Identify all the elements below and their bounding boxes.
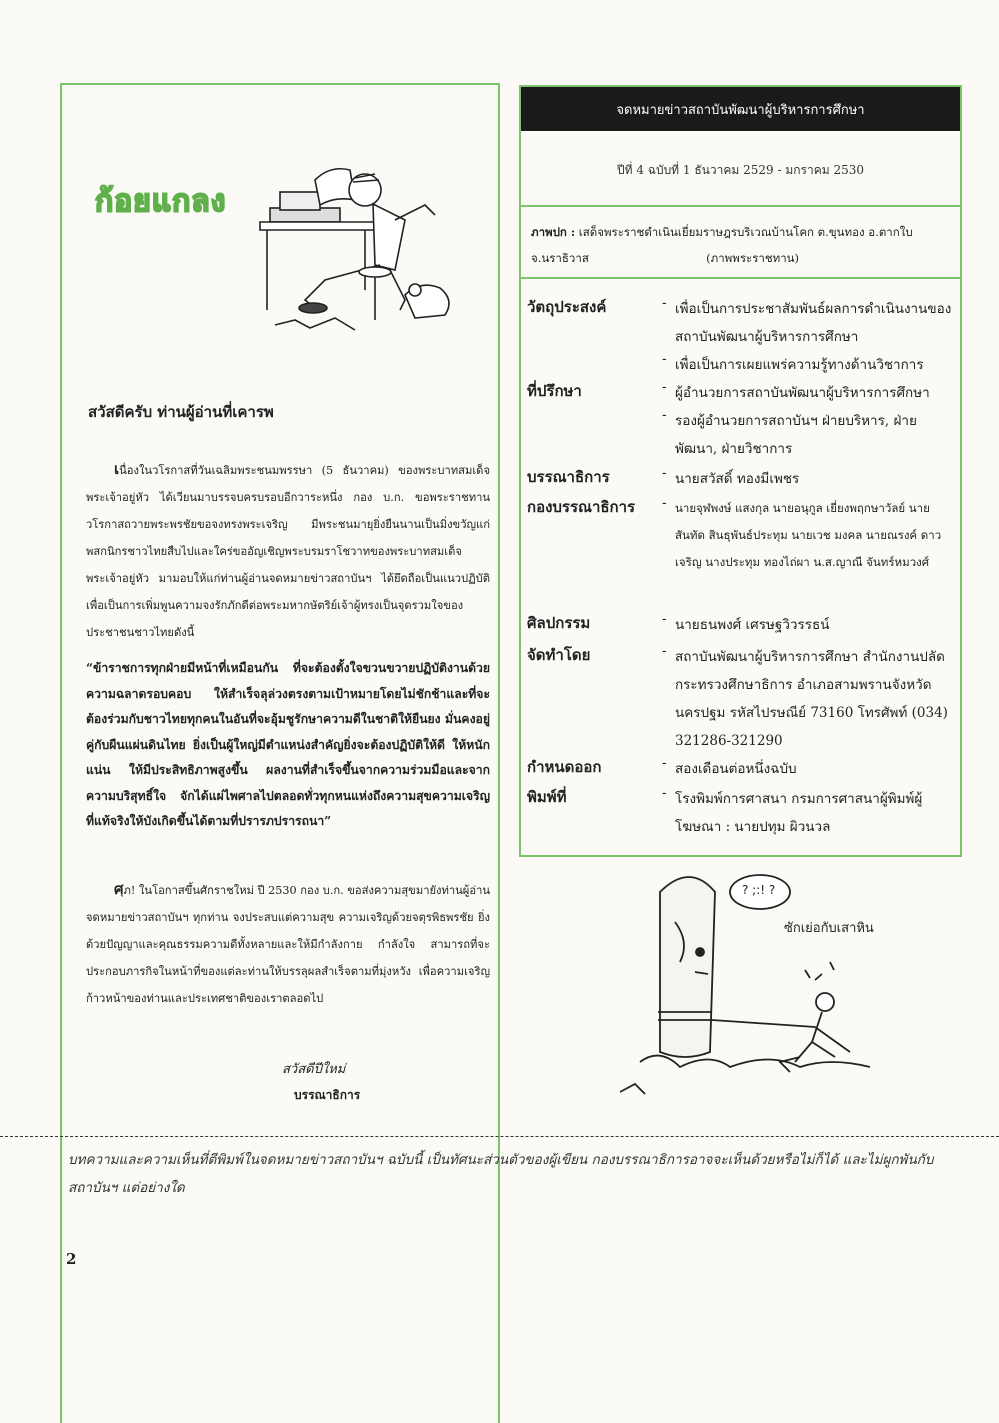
cover-line2a: จ.นราธิวาส bbox=[531, 251, 589, 265]
cover-line2b: (ภาพพระราชทาน) bbox=[706, 251, 800, 265]
writer-illustration bbox=[255, 160, 470, 335]
disclaimer: บทความและความเห็นที่ตีพิมพ์ในจดหมายข่าวสถาบันฯ ฉบับนี้ เป็นทัศนะส่วนตัวของผู้เขียน กองบรรณาธิการอาจจะเห็นด้วยหรือไม่ก็ได้ และไม่ผูกพันกับสถาบันฯ แต่อย่างใด bbox=[68, 1152, 934, 1196]
cartoon-caption: ซักเย่อกับเสาหิน bbox=[784, 921, 874, 936]
signoff-greeting: สวัสดีปีใหม่ bbox=[282, 1062, 346, 1077]
intro-text: นื่องในวโรกาสที่วันเฉลิมพระชนมพรรษา (5 ธันวาคม) ของพระบาทสมเด็จพระเจ้าอยู่หัว ได้เวียนมาบรรจบครบรอบอีกวาระหนึ่ง กอง บ.ก. ขอพระราชทานวโรกาสถวายพระพรชัยขอจงทรงพระเจริญ มีพระชนมายุยิ่งยืนนานเป็นมิ่งขวัญแก่พสกนิกรชาวไทยสืบไปและใคร่ขออัญเชิญพระบรมราโชวาทของพระบาทสมเด็จพระเจ้าอยู่หัว มามอบให้แก่ท่านผู้อ่านจดหมายข่าวสถาบันฯ ได้ยึดถือเป็นแนวปฏิบัติ เพื่อเป็นการเพิ่มพูนความจงรักภักดีต่อพระมหากษัตริย์เจ้าผู้ทรงเป็นจุดรวมใจของประชาชนชาวไทยดังนี้ bbox=[86, 464, 490, 639]
intro-paragraph bbox=[86, 456, 490, 646]
footer-divider bbox=[0, 1136, 999, 1137]
page-number: 2 bbox=[66, 1250, 77, 1268]
masthead-box: จดหมายข่าวสถาบันพัฒนาผู้บริหารการศึกษา ปีที่ 4 ฉบับที่ 1 ธันวาคม 2529 - มกราคม 2530 ภาพปก : เสด็จพระราชดำเนินเยี่ยมราษฎรบริเวณบ้านโคก ต.ขุนทอง อ.ตากใบ จ.นราธิวาส (ภาพพระราชทาน) วัตถุประสงค์ - เพื่อเป็นการประชาสัมพันธ์ผลการดำเนินงานของสถาบันพัฒนาผู้บริหารการศึกษา - เพื่อเป็นการเผยแพร่ความรู้ทางด้านวิชาการ ที่ปรึกษา - ผู้อำนวยการสถาบันพัฒนาผู้บริหารการศึกษา - รองผู้อำนวยการสถาบันฯ ฝ่ายบริหาร, ฝ่ายพัฒนา, ฝ่ายวิชาการ บรรณาธิการ - นายสวัสดิ์ ทองมีเพชร กองบรรณาธิการ - นายจุฬพงษ์ แสงกุล นายอนุกูล เยี่ยงพฤกษาวัลย์ นายสันทัด สินธุพันธ์ประทุม นายเวช มงคล นายณรงค์ ดาวเจริญ นางประทุม ทองไถ่ผา น.ส.ญาณี จันทร์หมวงศ์ ศิลปกรรม - นายธนพงศ์ เศรษฐวิวรรธน์ จัดทำโดย - สถาบันพัฒนาผู้บริหารการศึกษา สำนักงานปลัดกระทรวงศึกษาธิการ อำเภอสามพรานจังหวัดนครปฐม รหัสไปรษณีย์ 73160 โทรศัพท์ (034) 321286-321290 กำหนดออก - สองเดือนต่อหนึ่งฉบับ พิมพ์ที่ - โรงพิมพ์การศาสนา กรมการศาสนาผู้พิมพ์ผู้โฆษณา : นายปทุม ผิวนวล bbox=[519, 85, 962, 857]
new-year-paragraph bbox=[86, 876, 490, 1012]
cover-line1: เสด็จพระราชดำเนินเยี่ยมราษฎรบริเวณบ้านโคก ต.ขุนทอง อ.ตากใบ bbox=[578, 225, 913, 239]
masthead-banner: จดหมายข่าวสถาบันพัฒนาผู้บริหารการศึกษา bbox=[521, 87, 960, 131]
cover-caption bbox=[531, 219, 951, 271]
new-year-text: ุภ! ในโอกาสขึ้นศักราชใหม่ ปี 2530 กอง บ.ก. ขอส่งความสุขมายังท่านผู้อ่านจดหมายข่าวสถาบันฯ ทุกท่าน จงประสบแต่ความสุข ความเจริญด้วยจตุรพิธพรชัย ยิ่งด้วยปัญญาและคุณธรรมความดีทั้งหลายและให้มีกำลังกาย กำลังใจ สามารถที่จะประกอบภารกิจในหน้าที่ของแต่ละท่านให้บรรลุผลสำเร็จตามที่มุ่งหวัง เพื่อความเจริญก้าวหน้าของท่านและประเทศชาติของเราตลอดไป bbox=[86, 884, 490, 1005]
divider bbox=[521, 205, 960, 207]
greeting-heading: สวัสดีครับ ท่านผู้อ่านที่เคารพ bbox=[88, 403, 274, 421]
divider bbox=[521, 277, 960, 279]
tug-of-war-cartoon bbox=[600, 862, 900, 1122]
issue-line: ปีที่ 4 ฉบับที่ 1 ธันวาคม 2529 - มกราคม 2530 bbox=[616, 163, 864, 177]
royal-speech-quote: “ข้าราชการทุกฝ่ายมีหน้าที่เหมือนกัน ที่จะต้องตั้งใจขวนขวายปฏิบัติงานด้วยความฉลาดรอบคอบ ให้สำเร็จลุล่วงตรงตามเป้าหมายโดยไม่ชักช้าและที่จะต้องร่วมกับชาวไทยทุกคนในอันที่จะอุ้มชูรักษาความดีในชาติให้ยืนยง มั่นคงอยู่คู่กับผืนแผ่นดินไทย ยิ่งเป็นผู้ใหญ่มีตำแหน่งสำคัญยิ่งจะต้องปฏิบัติให้ดี ให้หนักแน่น ให้มีประสิทธิภาพสูงขึ้น ผลงานที่สำเร็จขึ้นจากความร่วมมือและจากความบริสุทธิ์ใจ จักได้แผ่ไพศาลไปตลอดทั่วทุกหนแห่งถึงความสุขความเจริญที่แท้จริงให้บังเกิดขึ้นได้ตามที่ปรารภปรารถนา” bbox=[86, 661, 490, 828]
speech-bubble-text: ? ;:! ? bbox=[742, 883, 776, 897]
drop-cap-2: ศ bbox=[114, 880, 124, 898]
signoff-editor: บรรณาธิการ bbox=[294, 1088, 361, 1102]
drop-cap: เ bbox=[114, 460, 120, 478]
cover-label: ภาพปก : bbox=[531, 225, 576, 239]
column-logo: ก้อยแกลง bbox=[95, 184, 227, 219]
